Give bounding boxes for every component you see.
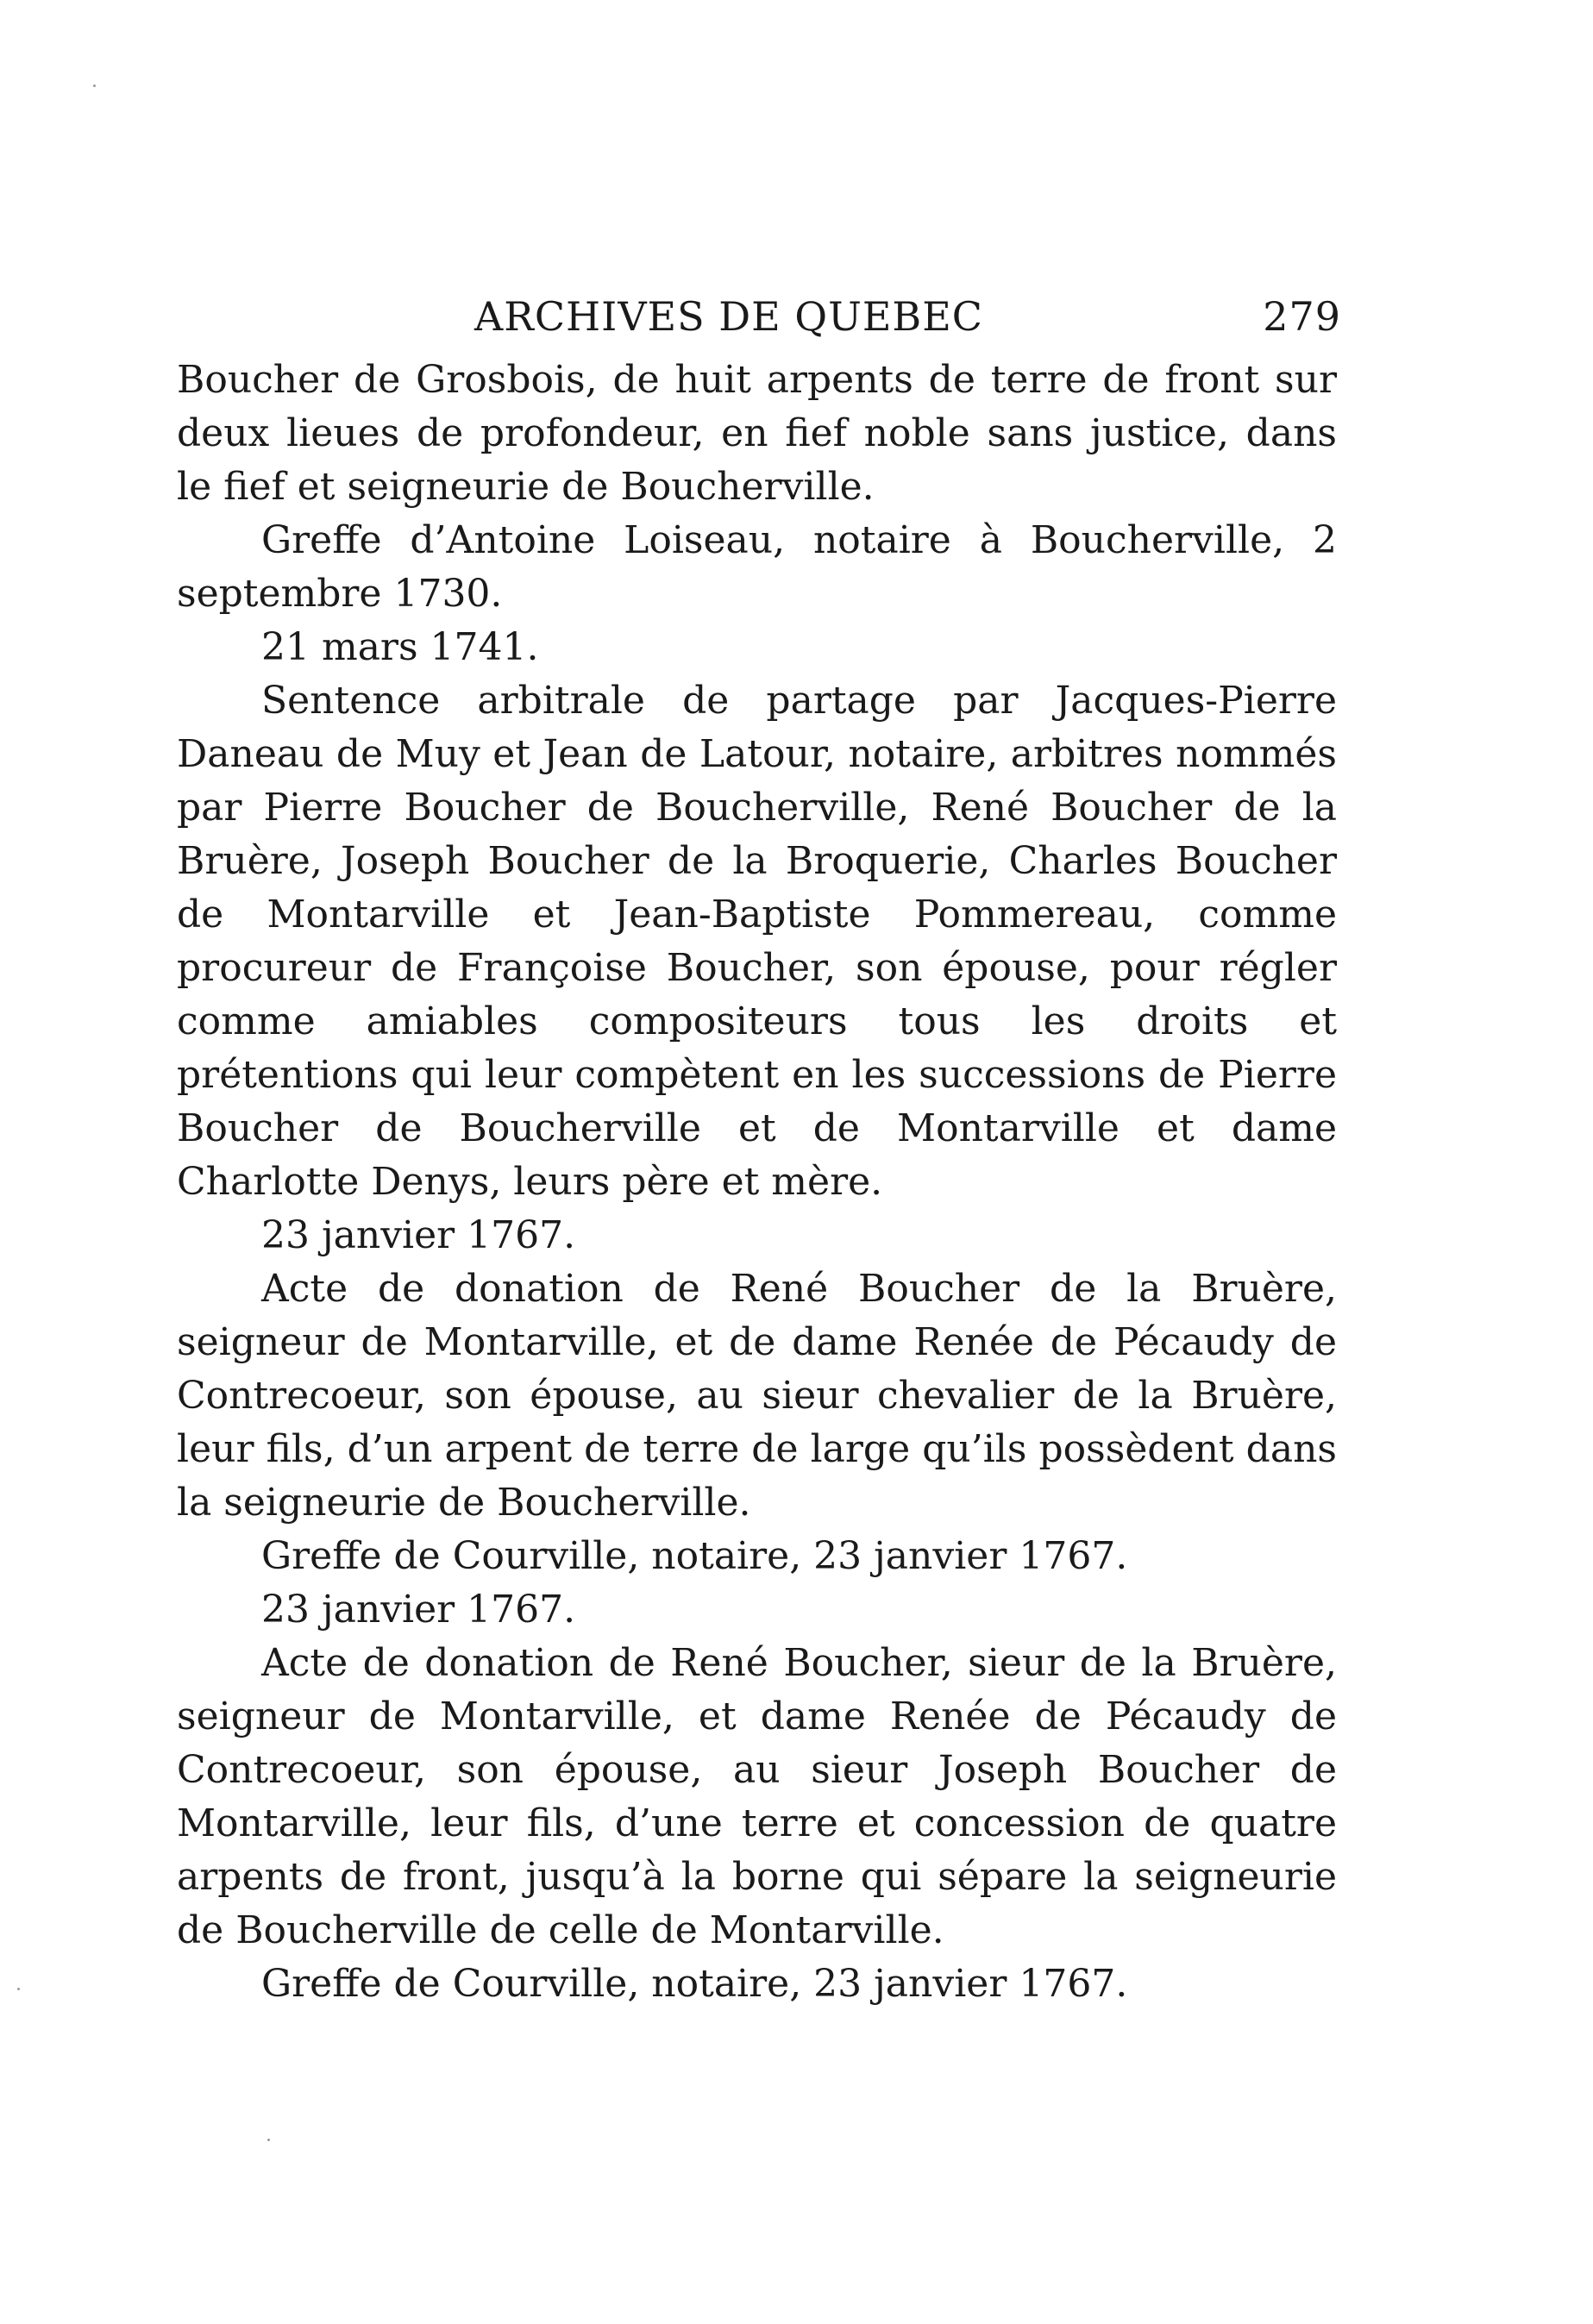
date-line: 23 janvier 1767. (261, 1213, 576, 1257)
paragraph: Greffe de Courville, notaire, 23 janvier 1767. (261, 1534, 1128, 1578)
paragraph: Sentence arbitrale de partage par Jacques-Pierre Daneau de Muy et Jean de Latour, notaire, arbitres nommés par Pierre Boucher de Boucherville, René Boucher de la Bruère, Joseph Boucher de la Broquerie, Charles Boucher de Montarville et Jean-Baptiste Pommereau, comme procureur de Françoise Boucher, son épouse, pour régler comme amiables compositeurs tous les droits et prétentions qui leur compètent en les successions de Pierre Boucher de Boucherville et de Montarville et dame Charlotte Denys, leurs père et mère. (177, 679, 1337, 1204)
paragraph-continued: Boucher de Grosbois, de huit arpents de terre de front sur deux lieues de profondeur, en fief noble sans justice, dans le fief et seigneurie de Boucherville. (177, 358, 1337, 509)
running-title: ARCHIVES DE QUEBEC (474, 293, 983, 340)
paragraph: Greffe d’Antoine Loiseau, notaire à Boucherville, 2 septembre 1730. (177, 518, 1337, 616)
date-line: 23 janvier 1767. (261, 1588, 576, 1632)
scan-speck (93, 85, 96, 87)
scan-speck (267, 2139, 270, 2141)
date-line: 21 mars 1741. (261, 625, 539, 669)
running-head (177, 285, 1341, 354)
paragraph: Greffe de Courville, notaire, 23 janvier 1767. (261, 1962, 1128, 2006)
body-text (177, 354, 1337, 2011)
page (177, 285, 1341, 2011)
page-number: 279 (1263, 293, 1341, 340)
paragraph: Acte de donation de René Boucher, sieur de la Bruère, seigneur de Montarville, et dame Renée de Pécaudy de Contrecoeur, son épouse, au sieur Joseph Boucher de Montarville, leur fils, d’une terre et concession de quatre arpents de front, jusqu’à la borne qui sépare la seigneurie de Boucherville de celle de Montarville. (177, 1641, 1337, 1952)
scan-speck (17, 1988, 20, 1990)
paragraph: Acte de donation de René Boucher de la Bruère, seigneur de Montarville, et de dame Renée de Pécaudy de Contrecoeur, son épouse, au sieur chevalier de la Bruère, leur fils, d’un arpent de terre de large qu’ils possèdent dans la seigneurie de Boucherville. (177, 1267, 1337, 1525)
